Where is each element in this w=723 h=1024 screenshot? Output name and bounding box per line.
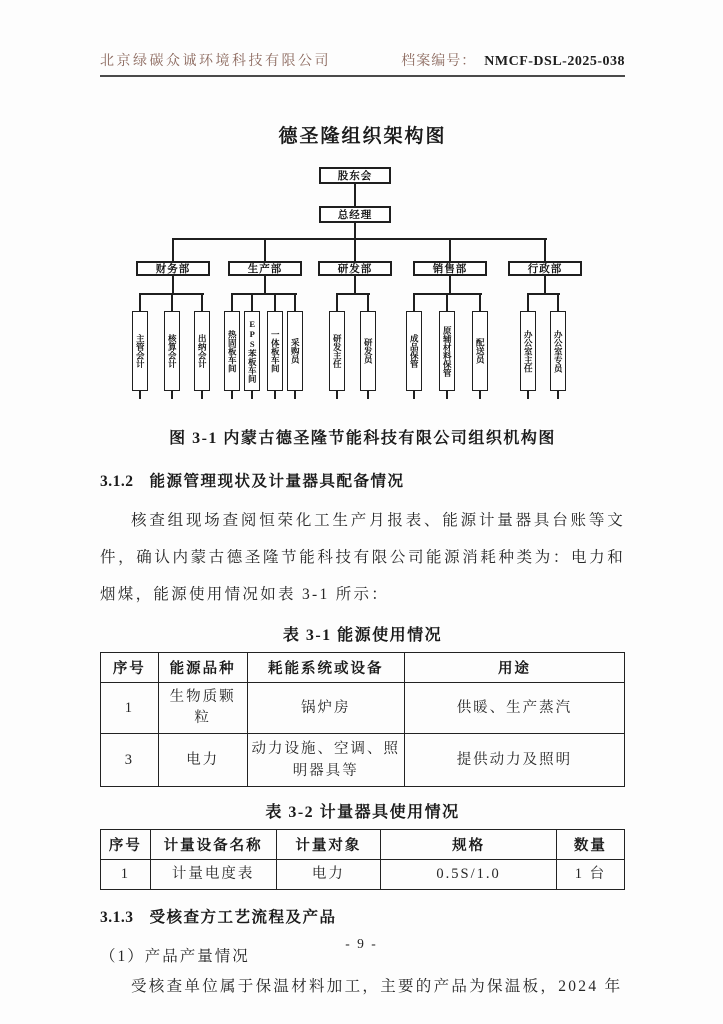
orgchart-node-delivery-staff: 配送员 xyxy=(472,311,488,391)
table-3-1-title: 表 3-1 能源使用情况 xyxy=(282,627,443,644)
orgchart-node-thermoset-workshop: 热固板车间 xyxy=(224,311,240,391)
connector-line xyxy=(449,238,451,261)
connector-line xyxy=(336,293,370,295)
connector-line xyxy=(527,293,560,295)
orgchart-title: 德圣隆组织架构图 xyxy=(278,126,447,147)
connector-line xyxy=(446,293,448,311)
connector-line xyxy=(544,238,546,261)
connector-line xyxy=(139,293,141,311)
connector-line xyxy=(231,391,233,399)
col-header: 耗能系统或设备 xyxy=(247,653,404,683)
connector-line xyxy=(446,391,448,399)
table-3-2-title: 表 3-2 计量器具使用情况 xyxy=(265,804,460,821)
connector-line xyxy=(264,238,266,261)
sub-item-product-output: （1）产品产量情况 xyxy=(100,948,250,965)
table-cell: 动力设施、空调、照明器具等 xyxy=(247,734,404,787)
orgchart xyxy=(100,161,625,405)
table-metering-devices xyxy=(100,829,625,890)
connector-line xyxy=(171,293,173,311)
company-name: 北京绿碳众诚环境科技有限公司 xyxy=(100,54,331,69)
orgchart-node-finished-goods-keeper: 成品保管 xyxy=(406,311,422,391)
table-cell: 电力 xyxy=(158,734,247,787)
connector-line xyxy=(274,293,276,311)
section-title: 受核查方工艺流程及产品 xyxy=(149,909,337,926)
orgchart-node-office-specialist: 办公室专员 xyxy=(550,311,566,391)
table-cell: 0.5S/1.0 xyxy=(381,860,557,890)
col-header: 计量设备名称 xyxy=(150,830,276,860)
paragraph-product-info: 受核查单位属于保温材料加工，主要的产品为保温板，2024 年 xyxy=(131,978,623,995)
connector-line xyxy=(557,293,559,311)
table-cell: 生物质颗粒 xyxy=(158,683,247,734)
table-cell: 供暖、生产蒸汽 xyxy=(404,683,624,734)
col-header: 数量 xyxy=(556,830,624,860)
connector-line xyxy=(264,276,266,293)
section-number: 3.1.2 xyxy=(100,473,134,490)
connector-line xyxy=(527,293,529,311)
paragraph-energy-overview: 核查组现场查阅恒荣化工生产月报表、能源计量器具台账等文件，确认内蒙古德圣隆节能科技有限公司能源消耗种类为：电力和烟煤，能源使用情况如表 3-1 所示： xyxy=(100,512,625,603)
connector-line xyxy=(527,391,529,399)
orgchart-node-root: 股东会 xyxy=(319,167,391,184)
orgchart-node-purchaser: 采购员 xyxy=(287,311,303,391)
orgchart-node-admin-dept: 行政部 xyxy=(508,261,582,276)
connector-line xyxy=(367,293,369,311)
orgchart-node-manager: 总经理 xyxy=(319,206,391,223)
col-header: 规格 xyxy=(381,830,557,860)
table-cell: 电力 xyxy=(276,860,381,890)
connector-line xyxy=(413,391,415,399)
connector-line xyxy=(336,391,338,399)
orgchart-node-finance-dept: 财务部 xyxy=(136,261,210,276)
orgchart-node-office-director: 办公室主任 xyxy=(520,311,536,391)
col-header: 用途 xyxy=(404,653,624,683)
document-header xyxy=(100,0,625,77)
table-cell: 1 台 xyxy=(556,860,624,890)
connector-line xyxy=(172,238,547,240)
table-cell: 计量电度表 xyxy=(150,860,276,890)
connector-line xyxy=(557,391,559,399)
archive-number xyxy=(401,50,625,70)
orgchart-node-accounting-accountant: 核算会计 xyxy=(164,311,180,391)
table-header-row xyxy=(101,830,625,860)
connector-line xyxy=(171,391,173,399)
connector-line xyxy=(201,293,203,311)
orgchart-node-eps-workshop: EPS苯板车间 xyxy=(244,311,260,391)
page-content xyxy=(100,0,625,1005)
connector-line xyxy=(172,238,174,261)
connector-line xyxy=(231,293,297,295)
table-header-row xyxy=(101,653,625,683)
archive-number-label: 档案编号： xyxy=(401,54,477,69)
connector-line xyxy=(231,293,233,311)
table-row xyxy=(101,734,625,787)
connector-line xyxy=(479,391,481,399)
connector-line xyxy=(354,184,356,206)
orgchart-node-sales-dept: 销售部 xyxy=(413,261,487,276)
connector-line xyxy=(274,391,276,399)
connector-line xyxy=(336,293,338,311)
connector-line xyxy=(251,293,253,311)
connector-line xyxy=(544,276,546,293)
col-header: 能源品种 xyxy=(158,653,247,683)
col-header: 计量对象 xyxy=(276,830,381,860)
connector-line xyxy=(367,391,369,399)
orgchart-node-chief-accountant: 主管会计 xyxy=(132,311,148,391)
connector-line xyxy=(354,276,356,293)
connector-line xyxy=(201,391,203,399)
connector-line xyxy=(354,238,356,261)
connector-line xyxy=(139,391,141,399)
orgchart-node-production-dept: 生产部 xyxy=(228,261,302,276)
connector-line xyxy=(294,293,296,311)
orgchart-node-rnd-dept: 研发部 xyxy=(318,261,392,276)
connector-line xyxy=(354,223,356,239)
table-energy-usage xyxy=(100,652,625,787)
table-cell: 提供动力及照明 xyxy=(404,734,624,787)
section-heading-3-1-3 xyxy=(100,905,625,927)
section-title: 能源管理现状及计量器具配备情况 xyxy=(149,473,405,490)
orgchart-node-raw-material-keeper: 原辅材料保管 xyxy=(439,311,455,391)
connector-line xyxy=(294,391,296,399)
connector-line xyxy=(479,293,481,311)
table-cell: 1 xyxy=(101,683,159,734)
connector-line xyxy=(449,276,451,293)
archive-number-value: NMCF-DSL-2025-038 xyxy=(484,54,625,69)
table-cell: 锅炉房 xyxy=(247,683,404,734)
table-cell: 3 xyxy=(101,734,159,787)
page-number: - 9 - xyxy=(345,936,378,951)
section-number: 3.1.3 xyxy=(100,909,134,926)
col-header: 序号 xyxy=(101,830,151,860)
orgchart-node-rnd-director: 研发主任 xyxy=(329,311,345,391)
connector-line xyxy=(251,391,253,399)
orgchart-node-rnd-staff: 研发员 xyxy=(360,311,376,391)
section-heading-3-1-2 xyxy=(100,469,625,491)
orgchart-node-integrated-board-workshop: 一体板车间 xyxy=(267,311,283,391)
col-header: 序号 xyxy=(101,653,159,683)
orgchart-node-cashier-accountant: 出纳会计 xyxy=(194,311,210,391)
table-row xyxy=(101,860,625,890)
table-cell: 1 xyxy=(101,860,151,890)
table-row xyxy=(101,683,625,734)
figure-caption: 图 3-1 内蒙古德圣隆节能科技有限公司组织机构图 xyxy=(169,430,556,447)
connector-line xyxy=(172,276,174,293)
connector-line xyxy=(413,293,415,311)
